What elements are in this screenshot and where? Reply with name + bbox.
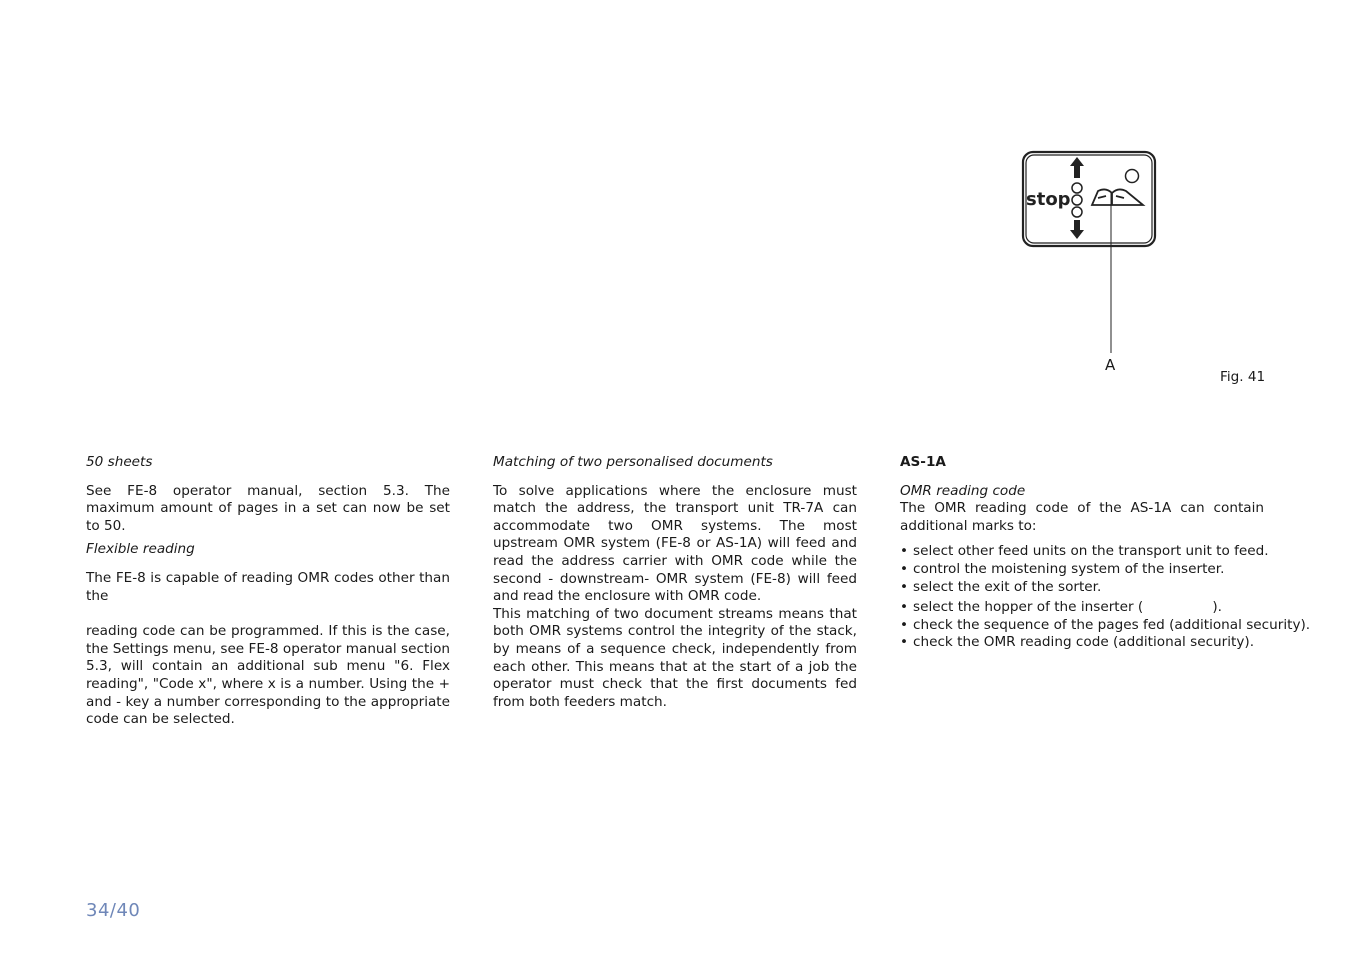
list-item: • check the OMR reading code (additional security). [900,634,1264,652]
omr-marks-list-2 [900,599,1311,652]
figure-caption: Fig. 41 [1220,369,1266,385]
section-heading-matching: Matching of two personalised documents [493,454,773,470]
page-number: 34/40 [86,900,141,921]
column-middle [493,454,857,711]
list-item: • control the moistening system of the inserter. [900,561,1264,579]
section-heading-flexible-reading: Flexible reading [86,541,195,558]
section-heading-50-sheets: 50 sheets [86,454,153,470]
list-item: • check the sequence of the pages fed (additional security). [900,617,1264,635]
stop-label: stop [1026,189,1071,210]
paragraph-matching-1: To solve applications where the enclosure must match the address, the transport unit TR-7A can accommodate two OMR systems. The most upstream OMR system (FE-8 or AS-1A) will feed and read the address carrier with OMR code while the second - downstream- OMR system (FE-8) will feed and read the enclosure with OMR code. [493,482,857,605]
paragraph-50-sheets: See FE-8 operator manual, section 5.3. The maximum amount of pages in a set can now be set to 50. [86,482,450,534]
section-title-as-1a: AS-1A [900,454,946,470]
callout-label-a: A [1105,356,1116,374]
section-heading-omr-reading-code: OMR reading code [900,482,1026,499]
paragraph-flexible-reading-2: reading code can be programmed. If this is the case, the Settings menu, see FE-8 operator manual section 5.3, will contain an additional sub menu "6. Flex reading", "Code x", where x is a number. Using the + and - key a number corresponding to the appropriate code can be selected. [86,623,450,728]
list-item: • select the exit of the sorter. [900,579,1264,597]
stop-panel-drawing [1018,148,1163,353]
fig41-panel-illustration [1018,148,1163,359]
list-item: • select the hopper of the inserter ( ). [900,599,1264,617]
list-item: • select other feed units on the transport unit to feed. [900,543,1264,561]
omr-marks-list-1 [900,543,1269,596]
column-right [900,454,1311,652]
paragraph-flexible-reading-1: The FE-8 is capable of reading OMR codes other than the [86,569,450,604]
column-left [86,454,450,729]
paragraph-omr-intro: The OMR reading code of the AS-1A can contain additional marks to: [900,500,1264,534]
paragraph-matching-2: This matching of two document streams means that both OMR systems control the integrity of the stack, by means of a sequence check, independently from each other. This means that at the start of a job the operator must check that the first documents fed from both feeders match. [493,605,857,710]
